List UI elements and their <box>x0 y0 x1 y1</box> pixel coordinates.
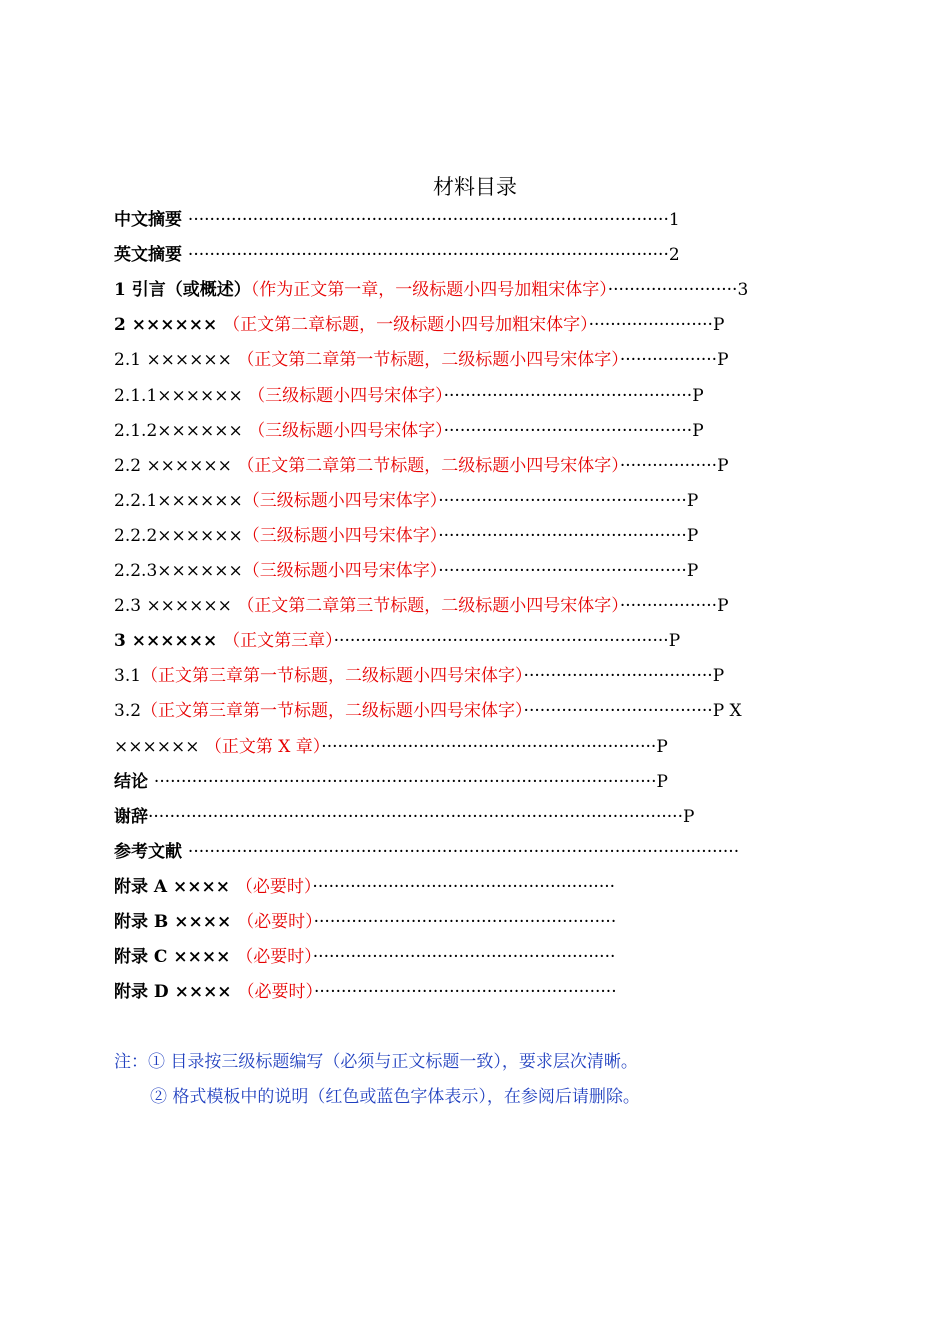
toc-entry[interactable] <box>114 838 739 866</box>
toc-entry-instruction: （三级标题小四号宋体字） <box>242 561 439 581</box>
toc-leader-dots: ·············································· <box>443 420 693 441</box>
toc-page-number: P <box>712 315 725 336</box>
toc-page-number: P <box>692 420 704 441</box>
toc-entry[interactable] <box>114 557 698 585</box>
toc-page-number: P <box>668 631 681 652</box>
page-title: 材料目录 <box>433 175 517 199</box>
toc-entry-instruction: （三级标题小四号宋体字） <box>248 385 444 406</box>
toc-entry-heading: 参考文献 <box>114 841 188 862</box>
toc-page-number: 1 <box>668 210 680 230</box>
toc-entry[interactable] <box>114 662 724 690</box>
toc-entry-heading: 2 ×××××× <box>114 315 224 336</box>
toc-entry[interactable] <box>114 522 698 550</box>
toc-page-number: P <box>656 736 668 757</box>
toc-page-number: P <box>686 561 699 581</box>
toc-page-number: P <box>717 350 729 371</box>
toc-leader-dots: ························································································· <box>187 245 669 266</box>
toc-leader-dots: ·················· <box>619 596 718 617</box>
toc-entry[interactable] <box>114 733 668 761</box>
toc-page-number: 2 <box>668 245 680 266</box>
toc-entry[interactable] <box>114 417 704 445</box>
toc-entry[interactable] <box>114 978 617 1006</box>
toc-leader-dots: ························ <box>607 280 738 301</box>
toc-entry-instruction: （必要时） <box>235 876 313 897</box>
note-line-2: ② 格式模板中的说明（红色或蓝色字体表示），在参阅后请删除。 <box>150 1087 640 1107</box>
toc-page-number: P <box>717 596 729 617</box>
toc-entry-heading: 2.2 ×××××× <box>114 455 238 476</box>
toc-entry-instruction: （三级标题小四号宋体字） <box>248 420 444 441</box>
toc-entry-heading: 3.1 <box>114 666 142 687</box>
toc-leader-dots: ························································ <box>312 947 616 968</box>
toc-entry-heading: 中文摘要 <box>114 210 188 230</box>
toc-entry[interactable] <box>114 697 742 725</box>
toc-page-number: P <box>656 771 668 792</box>
toc-entry-instruction: （三级标题小四号宋体字） <box>242 490 439 511</box>
toc-leader-dots: ·············································· <box>438 561 687 581</box>
toc-leader-dots: ······················· <box>588 315 713 336</box>
toc-page-number: P <box>686 490 699 511</box>
toc-entry-instruction: （必要时） <box>236 947 313 968</box>
toc-entry[interactable] <box>114 382 704 410</box>
toc-entry-heading: 谢辞 <box>114 806 148 827</box>
toc-entry-instruction: （正文第二章第一节标题，二级标题小四号宋体字） <box>237 350 620 371</box>
toc-entry[interactable] <box>114 627 680 655</box>
toc-leader-dots: ·················· <box>619 350 718 371</box>
toc-entry-instruction: （必要时） <box>237 912 314 932</box>
toc-entry-heading: 2.1.2×××××× <box>114 420 249 441</box>
toc-entry-heading: 1 引言（或概述） <box>114 280 251 301</box>
toc-page-number: P <box>717 455 729 476</box>
toc-entry[interactable] <box>114 346 729 374</box>
toc-entry-heading: 2.3 ×××××× <box>114 596 238 617</box>
toc-entry-instruction: （正文第三章第一节标题，二级标题小四号宋体字） <box>141 701 524 722</box>
toc-entry-heading: 3 ×××××× <box>114 631 224 652</box>
toc-page-number: P <box>686 525 699 546</box>
toc-entry-heading: 2.2.1×××××× <box>114 490 243 511</box>
toc-leader-dots: ························································ <box>312 876 616 897</box>
toc-leader-dots: ·············································· <box>443 385 693 406</box>
toc-entry-instruction: （正文第二章第二节标题，二级标题小四号宋体字） <box>237 455 620 476</box>
toc-entry-heading: 3.2 <box>114 701 142 722</box>
toc-entry-heading: 结论 <box>114 771 154 792</box>
toc-leader-dots: ··································· <box>523 701 713 722</box>
toc-page-number: P <box>712 666 725 687</box>
note-line-1: 注：① 目录按三级标题编写（必须与正文标题一致），要求层次清晰。 <box>114 1052 638 1072</box>
toc-entry-heading: ×××××× <box>114 736 205 757</box>
toc-leader-dots: ·············································· <box>438 525 687 546</box>
toc-entry-heading: 附录 B ×××× <box>114 912 238 932</box>
toc-entry-heading: 附录 C ×××× <box>114 947 237 968</box>
toc-entry[interactable] <box>114 452 729 480</box>
toc-leader-dots: ······································································································ <box>187 841 740 862</box>
toc-entry[interactable] <box>114 943 615 971</box>
toc-entry[interactable] <box>114 873 615 901</box>
toc-entry-instruction: （正文第三章第一节标题，二级标题小四号宋体字） <box>141 666 524 687</box>
toc-leader-dots: ······························································ <box>333 631 669 652</box>
toc-leader-dots: ··································································································· <box>148 806 683 827</box>
toc-leader-dots: ··································· <box>523 666 713 687</box>
toc-entry-heading: 2.2.2×××××× <box>114 525 243 546</box>
toc-page-number: P X <box>712 701 742 722</box>
toc-leader-dots: ····························································································· <box>153 771 657 792</box>
toc-entry[interactable] <box>114 276 748 304</box>
toc-entry-instruction: （正文第 X 章） <box>204 736 322 757</box>
toc-leader-dots: ······························································ <box>321 736 657 757</box>
toc-entry[interactable] <box>114 311 724 339</box>
toc-entry-instruction: （正文第二章第三节标题，二级标题小四号宋体字） <box>237 596 620 617</box>
toc-entry-heading: 2.2.3×××××× <box>114 561 243 581</box>
toc-entry-instruction: （正文第二章标题，一级标题小四号加粗宋体字） <box>223 315 589 336</box>
toc-leader-dots: ························································································· <box>187 210 669 230</box>
toc-entry[interactable] <box>114 592 729 620</box>
toc-entry-instruction: （正文第三章） <box>223 631 334 652</box>
toc-entry-instruction: （作为正文第一章，一级标题小四号加粗宋体字） <box>250 280 608 301</box>
toc-entry-heading: 2.1.1×××××× <box>114 385 249 406</box>
toc-entry[interactable] <box>114 241 680 269</box>
toc-entry[interactable] <box>114 206 680 234</box>
toc-entry[interactable] <box>114 487 698 515</box>
toc-leader-dots: ·················· <box>619 455 718 476</box>
toc-entry-instruction: （必要时） <box>237 982 314 1003</box>
toc-page-number: P <box>692 385 704 406</box>
toc-leader-dots: ························································ <box>313 912 617 932</box>
toc-leader-dots: ·············································· <box>438 490 687 511</box>
toc-entry-heading: 附录 D ×××× <box>114 982 238 1003</box>
toc-entry-heading: 英文摘要 <box>114 245 188 266</box>
toc-entry-heading: 附录 A ×××× <box>114 876 236 897</box>
toc-entry[interactable] <box>114 908 616 936</box>
toc-entry[interactable] <box>114 768 668 796</box>
toc-entry-heading: 2.1 ×××××× <box>114 350 238 371</box>
toc-leader-dots: ························································ <box>313 982 617 1003</box>
toc-entry-instruction: （三级标题小四号宋体字） <box>242 525 439 546</box>
toc-entry[interactable] <box>114 803 694 831</box>
toc-page-number: P <box>682 806 695 827</box>
toc-page-number: 3 <box>737 280 749 301</box>
